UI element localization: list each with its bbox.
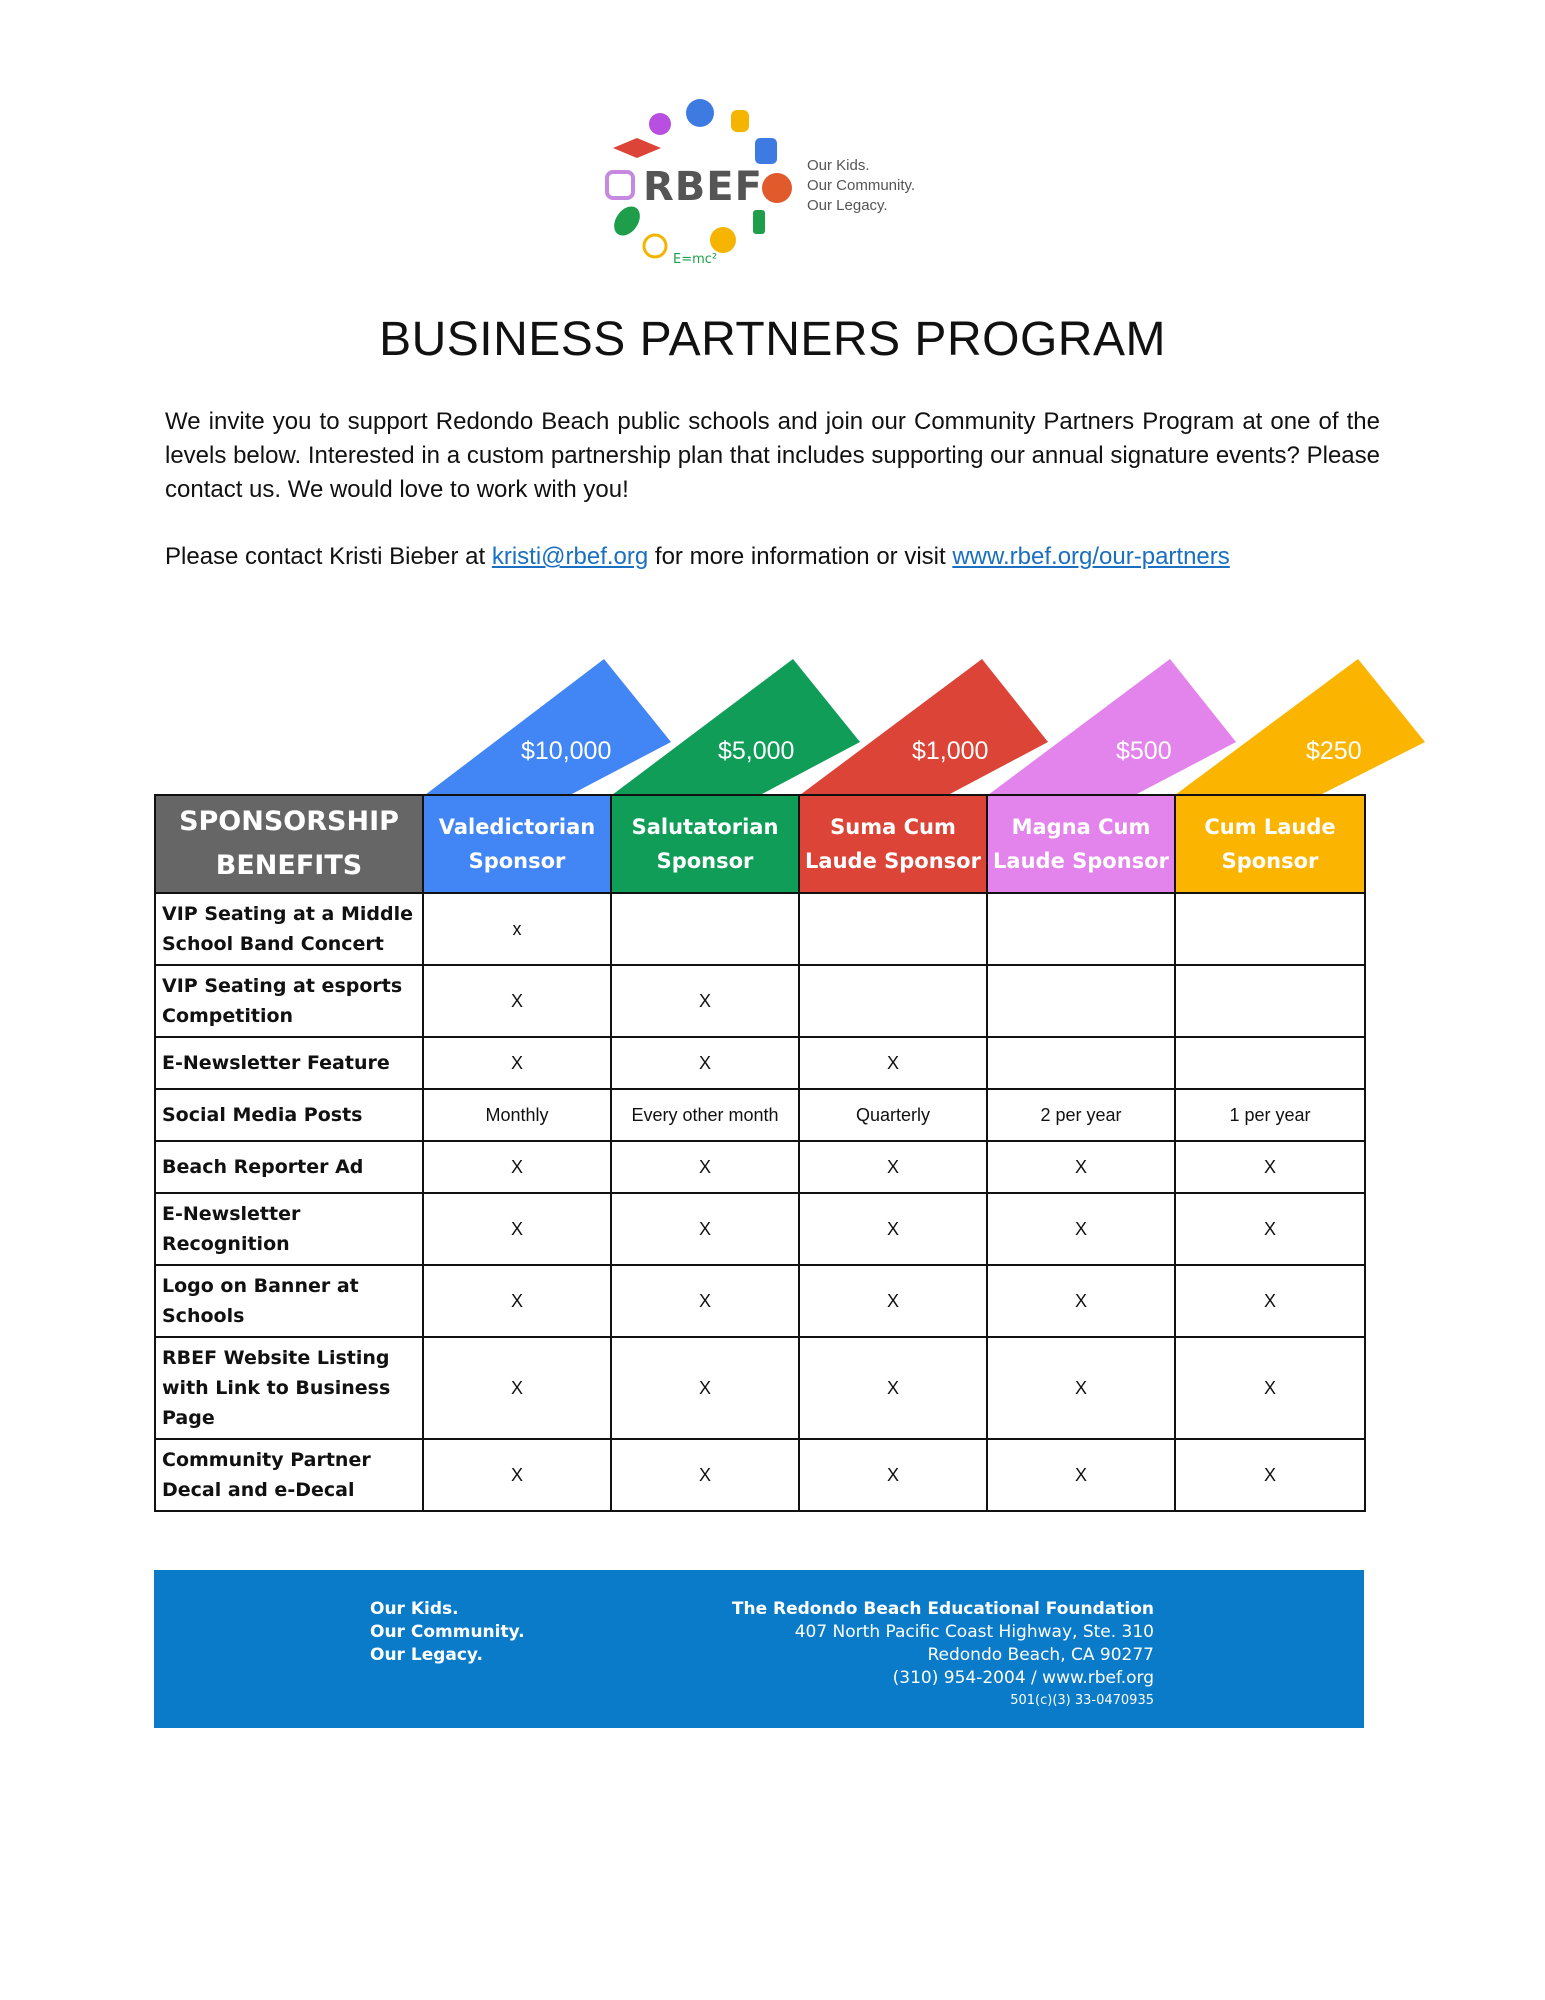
tier-price: $250 [1306,737,1362,765]
tier-price: $10,000 [521,737,612,765]
graduation-cap-icon [613,138,661,158]
footer-address [732,1598,1154,1711]
table-row [155,1193,1365,1265]
benefit-value-cell: X [423,1337,611,1439]
table-row [155,965,1365,1037]
benefit-value-cell: X [611,965,799,1037]
table-row [155,1265,1365,1337]
benefit-value-cell: X [799,1439,987,1511]
benefit-value-cell [987,893,1175,965]
heart-icon [649,113,671,135]
benefit-value-cell: X [423,1193,611,1265]
benefit-value-cell [799,893,987,965]
basketball-icon [762,173,792,203]
benefit-name: Community Partner Decal and e-Decal [155,1439,423,1511]
footer-phone-web: (310) 954-2004 / www.rbef.org [892,1668,1154,1688]
logo-tagline [807,156,915,216]
benefit-name: E-Newsletter Feature [155,1037,423,1089]
tier-price: $500 [1116,737,1172,765]
footer-tagline [370,1598,525,1667]
benefit-value-cell: X [1175,1193,1365,1265]
logo-wordmark: RBEF [643,164,763,210]
benefit-value-cell: X [1175,1141,1365,1193]
benefit-name: RBEF Website Listing with Link to Business Page [155,1337,423,1439]
microscope-icon [753,210,765,234]
benefit-name: VIP Seating at a Middle School Band Concert [155,893,423,965]
table-row [155,893,1365,965]
benefit-value-cell: X [423,1141,611,1193]
benefit-value-cell: X [423,1439,611,1511]
benefit-value-cell [987,1037,1175,1089]
guitar-icon [731,110,749,132]
benefit-value-cell [1175,965,1365,1037]
benefit-value-cell: X [423,1265,611,1337]
benefit-value-cell: X [799,1265,987,1337]
benefit-value-cell: X [423,965,611,1037]
tier-price: $1,000 [912,737,989,765]
benefit-name: E-Newsletter Recognition [155,1193,423,1265]
sponsorship-benefits-table [154,794,1366,1512]
footer-tax-id: 501(c)(3) 33-0470935 [1010,1693,1154,1708]
footer-org-name: The Redondo Beach Educational Foundation [731,1599,1154,1619]
benefit-value-cell: X [799,1141,987,1193]
benefit-value-cell: X [1175,1265,1365,1337]
benefit-value-cell: X [987,1265,1175,1337]
benefit-value-cell: X [987,1141,1175,1193]
benefit-value-cell: X [987,1439,1175,1511]
emc2-icon: E=mc² [673,252,718,267]
benefit-value-cell: Monthly [423,1089,611,1141]
table-row [155,1089,1365,1141]
benefit-value-cell [1175,893,1365,965]
benefit-name: Logo on Banner at Schools [155,1265,423,1337]
tagline-line: Our Legacy. [807,197,888,214]
benefit-name: VIP Seating at esports Competition [155,965,423,1037]
benefit-value-cell: X [1175,1439,1365,1511]
benefit-value-cell: X [611,1037,799,1089]
table-header-row [155,795,1365,893]
benefit-value-cell: X [611,1141,799,1193]
benefit-name: Social Media Posts [155,1089,423,1141]
leaf-icon [609,202,645,241]
tier-header: Suma Cum Laude Sponsor [799,795,987,893]
page-title: BUSINESS PARTNERS PROGRAM [379,313,1166,366]
contact-prefix: Please contact Kristi Bieber at [165,543,492,570]
partners-link[interactable]: www.rbef.org/our-partners [952,543,1230,570]
tier-header: Salutatorian Sponsor [611,795,799,893]
footer-address-line: Redondo Beach, CA 90277 [927,1645,1154,1665]
table-row [155,1141,1365,1193]
rbef-logo [595,88,955,278]
benefit-value-cell [987,965,1175,1037]
benefit-value-cell [611,893,799,965]
benefit-value-cell: X [611,1439,799,1511]
contact-line [165,540,1230,574]
chat-bubbles-icon [710,227,736,253]
benefit-value-cell: X [1175,1337,1365,1439]
email-link[interactable]: kristi@rbef.org [491,543,649,570]
benefit-value-cell: X [987,1193,1175,1265]
benefit-value-cell: Every other month [611,1089,799,1141]
table-row [155,1037,1365,1089]
footer-tagline-line: Our Kids. [370,1599,459,1619]
benefit-value-cell: 2 per year [987,1089,1175,1141]
benefit-value-cell: X [611,1265,799,1337]
benefit-value-cell [1175,1037,1365,1089]
tier-flag-valedictorian [425,659,671,795]
benefit-value-cell: X [611,1337,799,1439]
tier-header: Cum Laude Sponsor [1175,795,1365,893]
sponsorship-benefits-header: SPONSORSHIP BENEFITS [155,795,423,893]
tagline-line: Our Kids. [807,157,870,174]
atom-icon [644,235,666,257]
footer-address-line: 407 North Pacific Coast Highway, Ste. 310 [794,1622,1154,1642]
tagline-line: Our Community. [807,177,916,194]
benefit-value-cell: X [799,1193,987,1265]
benefit-value-cell: X [423,1037,611,1089]
tier-header: Magna Cum Laude Sponsor [987,795,1175,893]
table-row [155,1337,1365,1439]
theater-masks-icon [607,172,633,198]
benefit-value-cell: x [423,893,611,965]
tier-price-flags [0,650,1545,795]
globe-icon [686,99,714,127]
robot-icon [755,138,777,164]
table-row [155,1439,1365,1511]
tier-price: $5,000 [718,737,795,765]
tier-header: Valedictorian Sponsor [423,795,611,893]
benefit-value-cell: X [799,1037,987,1089]
footer-tagline-line: Our Legacy. [370,1645,483,1665]
footer-tagline-line: Our Community. [370,1622,525,1642]
footer-banner [154,1570,1364,1728]
benefit-value-cell: X [611,1193,799,1265]
benefit-value-cell: X [987,1337,1175,1439]
benefit-value-cell [799,965,987,1037]
benefit-value-cell: X [799,1337,987,1439]
intro-paragraph: We invite you to support Redondo Beach public schools and join our Community Partners Program at one of the levels below. Interested in a custom partnership plan that includes supporting our annual signature events? Please contact us. We would love to work with you! [165,408,1380,503]
contact-middle: for more information or visit [648,543,953,570]
benefit-value-cell: Quarterly [799,1089,987,1141]
benefit-value-cell: 1 per year [1175,1089,1365,1141]
benefit-name: Beach Reporter Ad [155,1141,423,1193]
